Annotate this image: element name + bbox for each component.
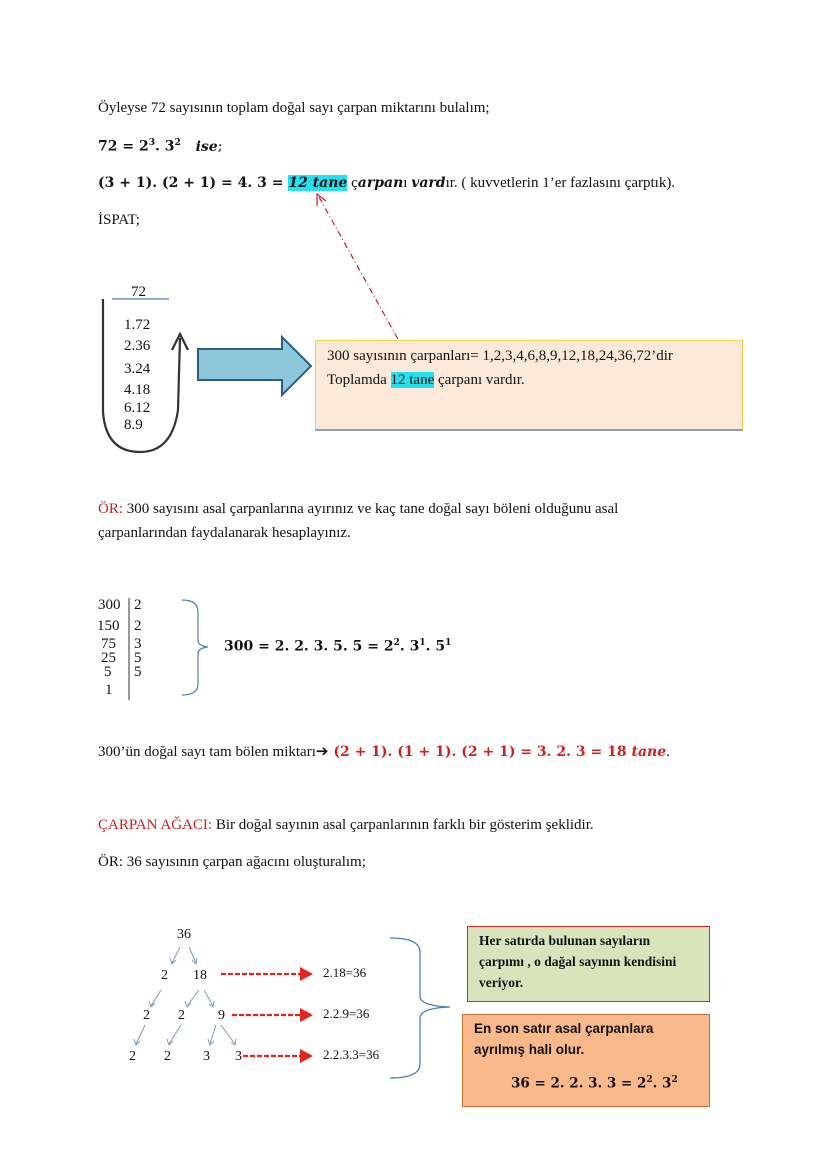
tree-result-1: 2.18=36: [323, 965, 367, 980]
tree-branches: [134, 947, 236, 1045]
ladder-left: 1: [105, 682, 113, 698]
eq-exp: 3: [148, 138, 155, 148]
divisor-math: (2 + 1). (1 + 1). (2 + 1) = 3. 2. 3 = 18: [328, 744, 632, 760]
factor-tree-text: Bir doğal sayının asal çarpanlarının farklı bir gösterim şeklidir.: [212, 817, 594, 833]
ladder-left: 25: [101, 650, 116, 666]
tree-node: 2: [143, 1008, 150, 1023]
tree-node: 2: [164, 1049, 171, 1064]
divisor-tane: tane: [631, 744, 667, 760]
eq-exp: 1: [445, 638, 452, 648]
pair: 4.18: [124, 382, 151, 398]
green-note-line: çarpımı , o dağal sayının kendisini: [479, 954, 677, 969]
orange-note-line: ayrılmış hali olur.: [474, 1042, 585, 1057]
tree-node: 9: [218, 1008, 225, 1023]
box-text: çarpanı vardır.: [434, 372, 525, 388]
eq-word: vard: [411, 175, 446, 191]
pair: 1.72: [124, 317, 151, 333]
example-text: 300 sayısını asal çarpanlarına ayırınız ve kaç tane doğal sayı böleni olduğunu asal: [123, 501, 619, 517]
divisor-text: 300’ün doğal sayı tam bölen miktarı: [98, 744, 316, 760]
factor-tree-title: ÇARPAN AĞACI:: [98, 817, 213, 833]
ispat-heading: İSPAT;: [98, 212, 140, 228]
eq-ise: ise: [195, 138, 218, 155]
example-label: ÖR:: [98, 501, 124, 517]
tree-node: 2: [161, 968, 168, 983]
factor-tree-example: ÖR: 36 sayısının çarpan ağacını oluşturalım;: [98, 854, 366, 870]
tree-result-2: 2.2.9=36: [323, 1006, 370, 1021]
tree-root: 36: [177, 927, 191, 942]
eq-word: arpan: [357, 175, 404, 191]
eq-main: (3 + 1). (2 + 1) = 4. 3 =: [98, 175, 289, 191]
tree-node: 18: [193, 968, 207, 983]
ladder-right: 5: [134, 664, 142, 680]
pair: 6.12: [124, 400, 151, 416]
ladder-left: 300: [98, 597, 121, 613]
green-note-line: veriyor.: [479, 975, 524, 990]
tree-node: 3: [203, 1049, 210, 1064]
eq-exp: 1: [419, 638, 426, 648]
green-note-line: Her satırda bulunan sayıların: [479, 933, 651, 948]
pair: 2.36: [124, 338, 151, 354]
eq-word: ır: [445, 175, 454, 191]
eq-part: . 3: [652, 1075, 672, 1092]
eq-exp: 2: [393, 638, 400, 648]
tree-arrow-heads: [300, 967, 313, 1063]
ladder-left: 75: [101, 636, 116, 652]
eq-part: 72 = 2: [98, 138, 149, 155]
eq-part: . 3: [154, 138, 175, 155]
pair: 8.9: [124, 417, 143, 433]
tree-bracket: [390, 938, 450, 1078]
eq-part: 36 = 2. 2. 3. 3 = 2: [511, 1075, 647, 1092]
example1-line2: çarpanlarından faydalanarak hesaplayınız.: [98, 525, 351, 541]
proof-top-number: 72: [131, 284, 146, 300]
orange-note-box: [462, 1014, 710, 1107]
tree-node: 3: [235, 1049, 242, 1064]
green-note-box: [467, 926, 710, 1002]
ladder-right: 2: [134, 618, 142, 634]
eq-part: . 5: [425, 638, 446, 655]
box-text: Toplamda: [327, 372, 391, 388]
tree-result-3: 2.2.3.3=36: [323, 1047, 380, 1062]
ladder-left: 5: [104, 664, 112, 680]
divisor-dot: .: [666, 744, 670, 760]
ladder-right: 3: [134, 636, 142, 652]
eq-word: ç: [347, 175, 358, 191]
orange-note-line: En son satır asal çarpanlara: [474, 1021, 654, 1036]
eq-note: . ( kuvvetlerin 1’er fazlasını çarptık).: [453, 175, 676, 191]
eq-part: . 3: [399, 638, 420, 655]
eq-exp: 2: [646, 1075, 653, 1085]
eq-exp: 2: [174, 138, 181, 148]
ladder-right: 2: [134, 597, 142, 613]
orange-note-equation: [511, 1075, 678, 1092]
tree-node: 2: [178, 1008, 185, 1023]
pair: 3.24: [124, 361, 151, 377]
eq-word: ı: [403, 175, 412, 191]
eq-exp: 2: [671, 1075, 678, 1085]
eq-semi: ;: [217, 138, 223, 155]
ladder-right: 5: [134, 650, 142, 666]
eq-highlight: 12 tane: [288, 175, 348, 191]
intro-line: Öyleyse 72 sayısının toplam doğal sayı çarpan miktarını bulalım;: [98, 100, 490, 116]
eq-part: 300 = 2. 2. 3. 5. 5 = 2: [224, 638, 394, 655]
ladder-left: 150: [97, 618, 120, 634]
right-arrow-icon: ➔: [315, 744, 329, 760]
divisors-box-line1: 300 sayısının çarpanları= 1,2,3,4,6,8,9,12,18,24,36,72’dir: [327, 348, 673, 364]
box-highlight: 12 tane: [390, 372, 435, 388]
tree-node: 2: [129, 1049, 136, 1064]
